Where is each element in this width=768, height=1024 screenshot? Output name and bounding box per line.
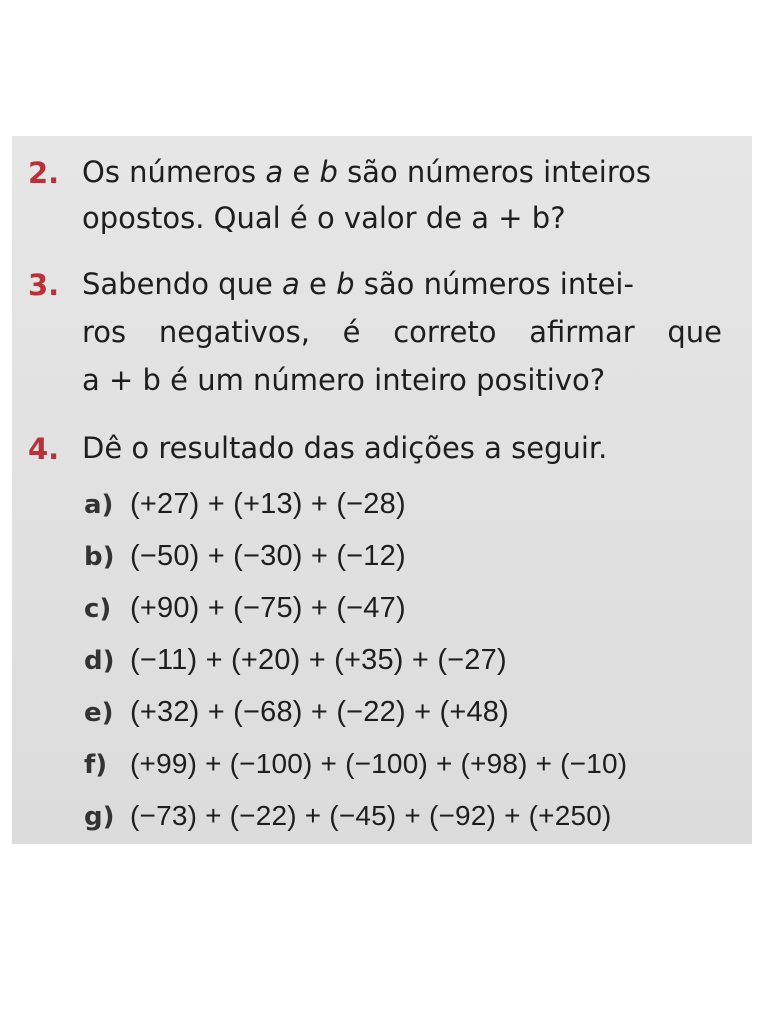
question-number: 4. — [28, 432, 60, 466]
question-text-line — [82, 431, 608, 465]
text-run: Os números — [82, 155, 266, 189]
item-label-g: g) — [84, 802, 115, 832]
text-run: Dê o resultado das adições a seguir. — [82, 431, 608, 465]
question-text-line — [82, 201, 566, 235]
item-label-d: d) — [84, 646, 115, 676]
item-expression-c: (+90) + (−75) + (−47) — [130, 592, 406, 624]
textbook-photo — [12, 136, 752, 844]
item-label-c: c) — [84, 594, 112, 624]
text-run: opostos. Qual é o valor de a + b? — [82, 201, 566, 235]
question-text-line — [82, 155, 651, 189]
variable-a: a — [265, 155, 284, 189]
question-number: 3. — [28, 268, 60, 302]
variable-b: b — [319, 155, 338, 189]
item-expression-a: (+27) + (+13) + (−28) — [130, 488, 406, 520]
question-number: 2. — [28, 156, 60, 190]
text-run: e — [283, 155, 320, 189]
item-expression-e: (+32) + (−68) + (−22) + (+48) — [130, 696, 509, 728]
item-expression-g: (−73) + (−22) + (−45) + (−92) + (+250) — [130, 800, 612, 831]
question-text-line — [82, 267, 634, 301]
text-run: Sabendo que — [82, 267, 283, 301]
item-label-a: a) — [84, 490, 114, 520]
text-run: são números intei- — [354, 267, 634, 301]
item-label-e: e) — [84, 698, 114, 728]
exercise-list — [12, 136, 752, 844]
item-label-f: f) — [84, 750, 108, 780]
variable-a: a — [282, 267, 300, 301]
item-expression-b: (−50) + (−30) + (−12) — [130, 540, 406, 572]
question-text-line — [82, 363, 606, 397]
variable-b: b — [336, 267, 355, 301]
text-run: e — [299, 267, 337, 301]
item-label-b: b) — [84, 542, 115, 572]
question-text-line — [82, 315, 722, 349]
item-expression-d: (−11) + (+20) + (+35) + (−27) — [130, 644, 507, 676]
item-expression-f: (+99) + (−100) + (−100) + (+98) + (−10) — [130, 748, 628, 779]
text-run: ros negativos, é correto afirmar que — [82, 315, 722, 349]
text-run: a + b é um número inteiro positivo? — [82, 363, 606, 397]
text-run: são números inteiros — [337, 155, 651, 189]
